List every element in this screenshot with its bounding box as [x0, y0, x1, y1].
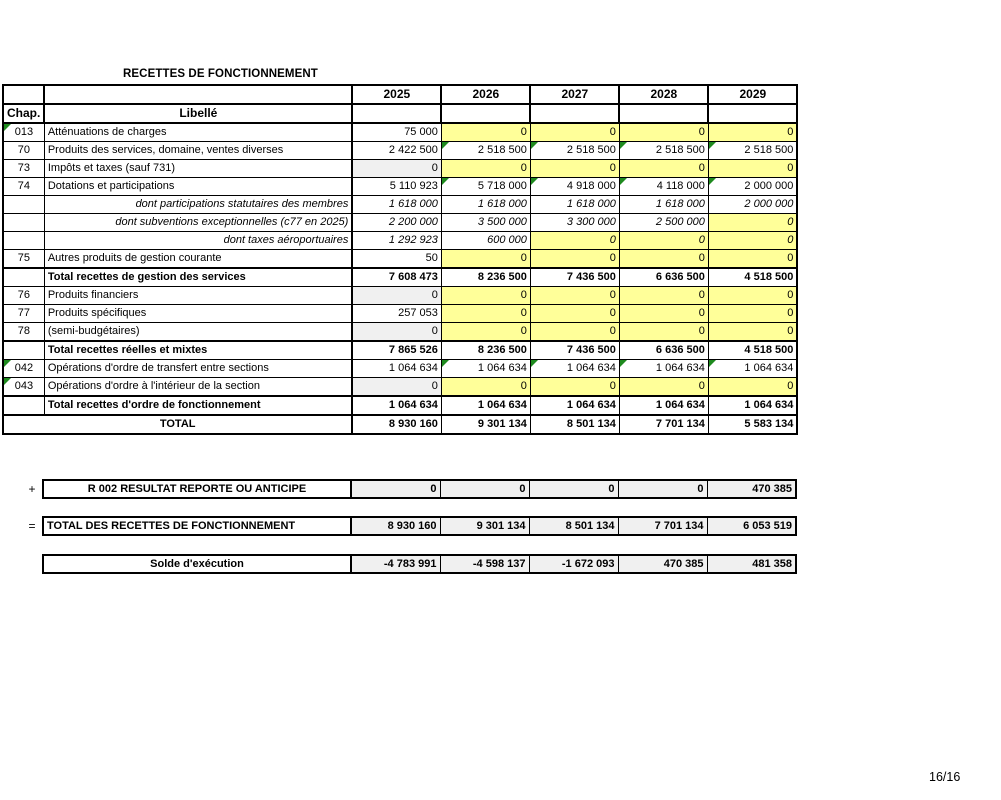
table-row-75 — [3, 250, 797, 269]
value-2028: 0 — [618, 480, 707, 498]
libelle-cell: Dotations et participations — [44, 178, 352, 196]
cell-flag-icon — [620, 178, 627, 185]
col-header-2026: 2026 — [441, 85, 530, 104]
chap-cell: 76 — [3, 287, 44, 305]
value-2028: 7 701 134 — [619, 415, 708, 434]
table-row-77 — [3, 305, 797, 323]
value-2028: 4 118 000 — [619, 178, 708, 196]
value-2027: 0 — [530, 305, 619, 323]
value-2026: 600 000 — [441, 232, 530, 250]
value-2025: 0 — [352, 378, 441, 397]
value-2025: 8 930 160 — [352, 415, 441, 434]
value-2027: 8 501 134 — [530, 415, 619, 434]
plus-sign: + — [28, 482, 36, 496]
empty-cell — [441, 104, 530, 123]
value-2027: 7 436 500 — [530, 268, 619, 287]
value-2029: 4 518 500 — [708, 341, 797, 360]
label-header-row — [3, 104, 797, 123]
chap-cell — [3, 341, 44, 360]
chap-cell: 77 — [3, 305, 44, 323]
value-2026: 5 718 000 — [441, 178, 530, 196]
solde-execution-box — [42, 554, 797, 574]
page-number: 16/16 — [929, 770, 961, 784]
libelle-cell: (semi-budgétaires) — [44, 323, 352, 342]
cell-flag-icon — [620, 360, 627, 367]
value-2027: 2 518 500 — [530, 142, 619, 160]
table-row-78 — [3, 323, 797, 342]
value-2027: 0 — [530, 378, 619, 397]
col-header-2025: 2025 — [352, 85, 441, 104]
value-2028: 2 518 500 — [619, 142, 708, 160]
cell-flag-icon — [531, 178, 538, 185]
value-2029: 2 000 000 — [708, 196, 797, 214]
value-2028: 0 — [619, 378, 708, 397]
value-2028: 0 — [619, 305, 708, 323]
value-2027: 0 — [530, 160, 619, 178]
cell-flag-icon — [709, 142, 716, 149]
libelle-cell: Total recettes réelles et mixtes — [44, 341, 352, 360]
value-2026: 0 — [441, 378, 530, 397]
value-2025: 1 292 923 — [352, 232, 441, 250]
chap-cell — [3, 214, 44, 232]
table-row-dont-taxes — [3, 232, 797, 250]
table-row-042 — [3, 360, 797, 378]
value-2029: 0 — [708, 214, 797, 232]
col-header-2028: 2028 — [619, 85, 708, 104]
table-row — [43, 517, 796, 535]
table-row-dont-subventions — [3, 214, 797, 232]
value-2028: 470 385 — [618, 555, 707, 573]
value-2028: 0 — [619, 250, 708, 269]
value-2025: 2 422 500 — [352, 142, 441, 160]
result-report-label: R 002 RESULTAT REPORTE OU ANTICIPE — [43, 480, 351, 498]
value-2025: 50 — [352, 250, 441, 269]
value-2028: 0 — [619, 323, 708, 342]
value-2026: 0 — [440, 480, 529, 498]
table-row-dont-participations — [3, 196, 797, 214]
value-2027: 1 064 634 — [530, 360, 619, 378]
cell-flag-icon — [442, 142, 449, 149]
cell-flag-icon — [709, 178, 716, 185]
value-2026: 3 500 000 — [441, 214, 530, 232]
table-row — [43, 480, 796, 498]
cell-flag-icon — [442, 178, 449, 185]
chap-cell: 78 — [3, 323, 44, 342]
value-2029: 1 064 634 — [708, 396, 797, 415]
libelle-cell: Produits spécifiques — [44, 305, 352, 323]
result-report-box — [42, 479, 797, 499]
value-2025: 75 000 — [352, 123, 441, 142]
value-2025: 0 — [351, 480, 440, 498]
table-row-70 — [3, 142, 797, 160]
table-row-total-reelles — [3, 341, 797, 360]
value-2026: 1 064 634 — [441, 360, 530, 378]
value-2027: 0 — [529, 480, 618, 498]
value-2025: 5 110 923 — [352, 178, 441, 196]
value-2025: -4 783 991 — [351, 555, 440, 573]
value-2027: 7 436 500 — [530, 341, 619, 360]
table-row-total-ordre — [3, 396, 797, 415]
value-2026: 1 064 634 — [441, 396, 530, 415]
total-label-cell: TOTAL — [3, 415, 352, 434]
value-2025: 8 930 160 — [351, 517, 440, 535]
cell-flag-icon — [620, 142, 627, 149]
value-2028: 6 636 500 — [619, 268, 708, 287]
chap-cell — [3, 196, 44, 214]
value-2029: 0 — [708, 160, 797, 178]
value-2025: 1 064 634 — [352, 360, 441, 378]
value-2027: 8 501 134 — [529, 517, 618, 535]
value-2028: 0 — [619, 123, 708, 142]
cell-flag-icon — [4, 378, 11, 385]
libelle-column-header: Libellé — [44, 104, 352, 123]
value-2027: 0 — [530, 287, 619, 305]
value-2025: 2 200 000 — [352, 214, 441, 232]
value-2028: 2 500 000 — [619, 214, 708, 232]
value-2026: 9 301 134 — [440, 517, 529, 535]
libelle-cell: Atténuations de charges — [44, 123, 352, 142]
value-2026: 0 — [441, 323, 530, 342]
value-2026: -4 598 137 — [440, 555, 529, 573]
table-row-total — [3, 415, 797, 434]
value-2028: 0 — [619, 232, 708, 250]
table-row-013 — [3, 123, 797, 142]
value-2029: 0 — [708, 323, 797, 342]
libelle-cell: dont taxes aéroportuaires — [44, 232, 352, 250]
value-2027: 0 — [530, 323, 619, 342]
value-2025: 257 053 — [352, 305, 441, 323]
col-header-2029: 2029 — [708, 85, 797, 104]
value-2029: 1 064 634 — [708, 360, 797, 378]
value-2025: 1 064 634 — [352, 396, 441, 415]
value-2029: 0 — [708, 232, 797, 250]
value-2029: 4 518 500 — [708, 268, 797, 287]
table-row-73 — [3, 160, 797, 178]
value-2025: 7 608 473 — [352, 268, 441, 287]
cell-flag-icon — [531, 360, 538, 367]
empty-cell — [44, 85, 352, 104]
value-2026: 0 — [441, 123, 530, 142]
value-2027: 4 918 000 — [530, 178, 619, 196]
budget-table — [2, 84, 798, 435]
chap-cell: 70 — [3, 142, 44, 160]
chap-cell: 75 — [3, 250, 44, 269]
libelle-cell: Total recettes de gestion des services — [44, 268, 352, 287]
value-2026: 0 — [441, 160, 530, 178]
value-2029: 481 358 — [707, 555, 796, 573]
libelle-cell: Impôts et taxes (sauf 731) — [44, 160, 352, 178]
value-2027: 1 064 634 — [530, 396, 619, 415]
value-2027: 0 — [530, 250, 619, 269]
cell-flag-icon — [442, 360, 449, 367]
value-2028: 1 618 000 — [619, 196, 708, 214]
value-2027: 0 — [530, 123, 619, 142]
chap-cell — [3, 232, 44, 250]
libelle-cell: Opérations d'ordre de transfert entre sections — [44, 360, 352, 378]
total-recettes-label: TOTAL DES RECETTES DE FONCTIONNEMENT — [43, 517, 351, 535]
cell-flag-icon — [4, 360, 11, 367]
chap-cell — [3, 396, 44, 415]
table-row-043 — [3, 378, 797, 397]
value-2029: 6 053 519 — [707, 517, 796, 535]
value-2026: 1 618 000 — [441, 196, 530, 214]
value-2027: 1 618 000 — [530, 196, 619, 214]
value-2029: 0 — [708, 123, 797, 142]
value-2028: 6 636 500 — [619, 341, 708, 360]
value-2029: 470 385 — [707, 480, 796, 498]
value-2027: 0 — [530, 232, 619, 250]
value-2027: 3 300 000 — [530, 214, 619, 232]
chap-cell — [3, 268, 44, 287]
chap-column-header: Chap. — [3, 104, 44, 123]
value-2029: 5 583 134 — [708, 415, 797, 434]
table-row — [43, 555, 796, 573]
chap-cell: 043 — [3, 378, 44, 397]
chap-cell: 73 — [3, 160, 44, 178]
value-2028: 1 064 634 — [619, 396, 708, 415]
value-2025: 7 865 526 — [352, 341, 441, 360]
libelle-cell: dont participations statutaires des membres — [44, 196, 352, 214]
empty-cell — [352, 104, 441, 123]
value-2029: 2 000 000 — [708, 178, 797, 196]
equals-sign: = — [28, 519, 36, 533]
value-2025: 1 618 000 — [352, 196, 441, 214]
empty-cell — [708, 104, 797, 123]
value-2028: 7 701 134 — [618, 517, 707, 535]
libelle-cell: Autres produits de gestion courante — [44, 250, 352, 269]
value-2026: 8 236 500 — [441, 268, 530, 287]
libelle-cell: dont subventions exceptionnelles (c77 en 2025) — [44, 214, 352, 232]
chap-cell: 74 — [3, 178, 44, 196]
year-header-row — [3, 85, 797, 104]
value-2025: 0 — [352, 323, 441, 342]
empty-cell — [619, 104, 708, 123]
value-2026: 2 518 500 — [441, 142, 530, 160]
empty-cell — [3, 85, 44, 104]
value-2028: 0 — [619, 287, 708, 305]
empty-cell — [530, 104, 619, 123]
table-row-74 — [3, 178, 797, 196]
libelle-cell: Produits financiers — [44, 287, 352, 305]
value-2029: 0 — [708, 287, 797, 305]
value-2026: 0 — [441, 305, 530, 323]
value-2028: 1 064 634 — [619, 360, 708, 378]
value-2025: 0 — [352, 160, 441, 178]
libelle-cell: Produits des services, domaine, ventes diverses — [44, 142, 352, 160]
value-2027: -1 672 093 — [529, 555, 618, 573]
libelle-cell: Opérations d'ordre à l'intérieur de la section — [44, 378, 352, 397]
cell-flag-icon — [531, 142, 538, 149]
libelle-cell: Total recettes d'ordre de fonctionnement — [44, 396, 352, 415]
value-2029: 0 — [708, 378, 797, 397]
cell-flag-icon — [4, 124, 11, 131]
solde-execution-label: Solde d'exécution — [43, 555, 351, 573]
value-2025: 0 — [352, 287, 441, 305]
value-2029: 0 — [708, 305, 797, 323]
value-2028: 0 — [619, 160, 708, 178]
value-2026: 9 301 134 — [441, 415, 530, 434]
value-2026: 0 — [441, 250, 530, 269]
value-2029: 2 518 500 — [708, 142, 797, 160]
cell-flag-icon — [709, 360, 716, 367]
page-title: RECETTES DE FONCTIONNEMENT — [123, 68, 318, 80]
table-row-total-gestion — [3, 268, 797, 287]
chap-cell: 013 — [3, 123, 44, 142]
value-2026: 8 236 500 — [441, 341, 530, 360]
value-2026: 0 — [441, 287, 530, 305]
value-2029: 0 — [708, 250, 797, 269]
table-row-76 — [3, 287, 797, 305]
chap-cell: 042 — [3, 360, 44, 378]
col-header-2027: 2027 — [530, 85, 619, 104]
total-recettes-box — [42, 516, 797, 536]
